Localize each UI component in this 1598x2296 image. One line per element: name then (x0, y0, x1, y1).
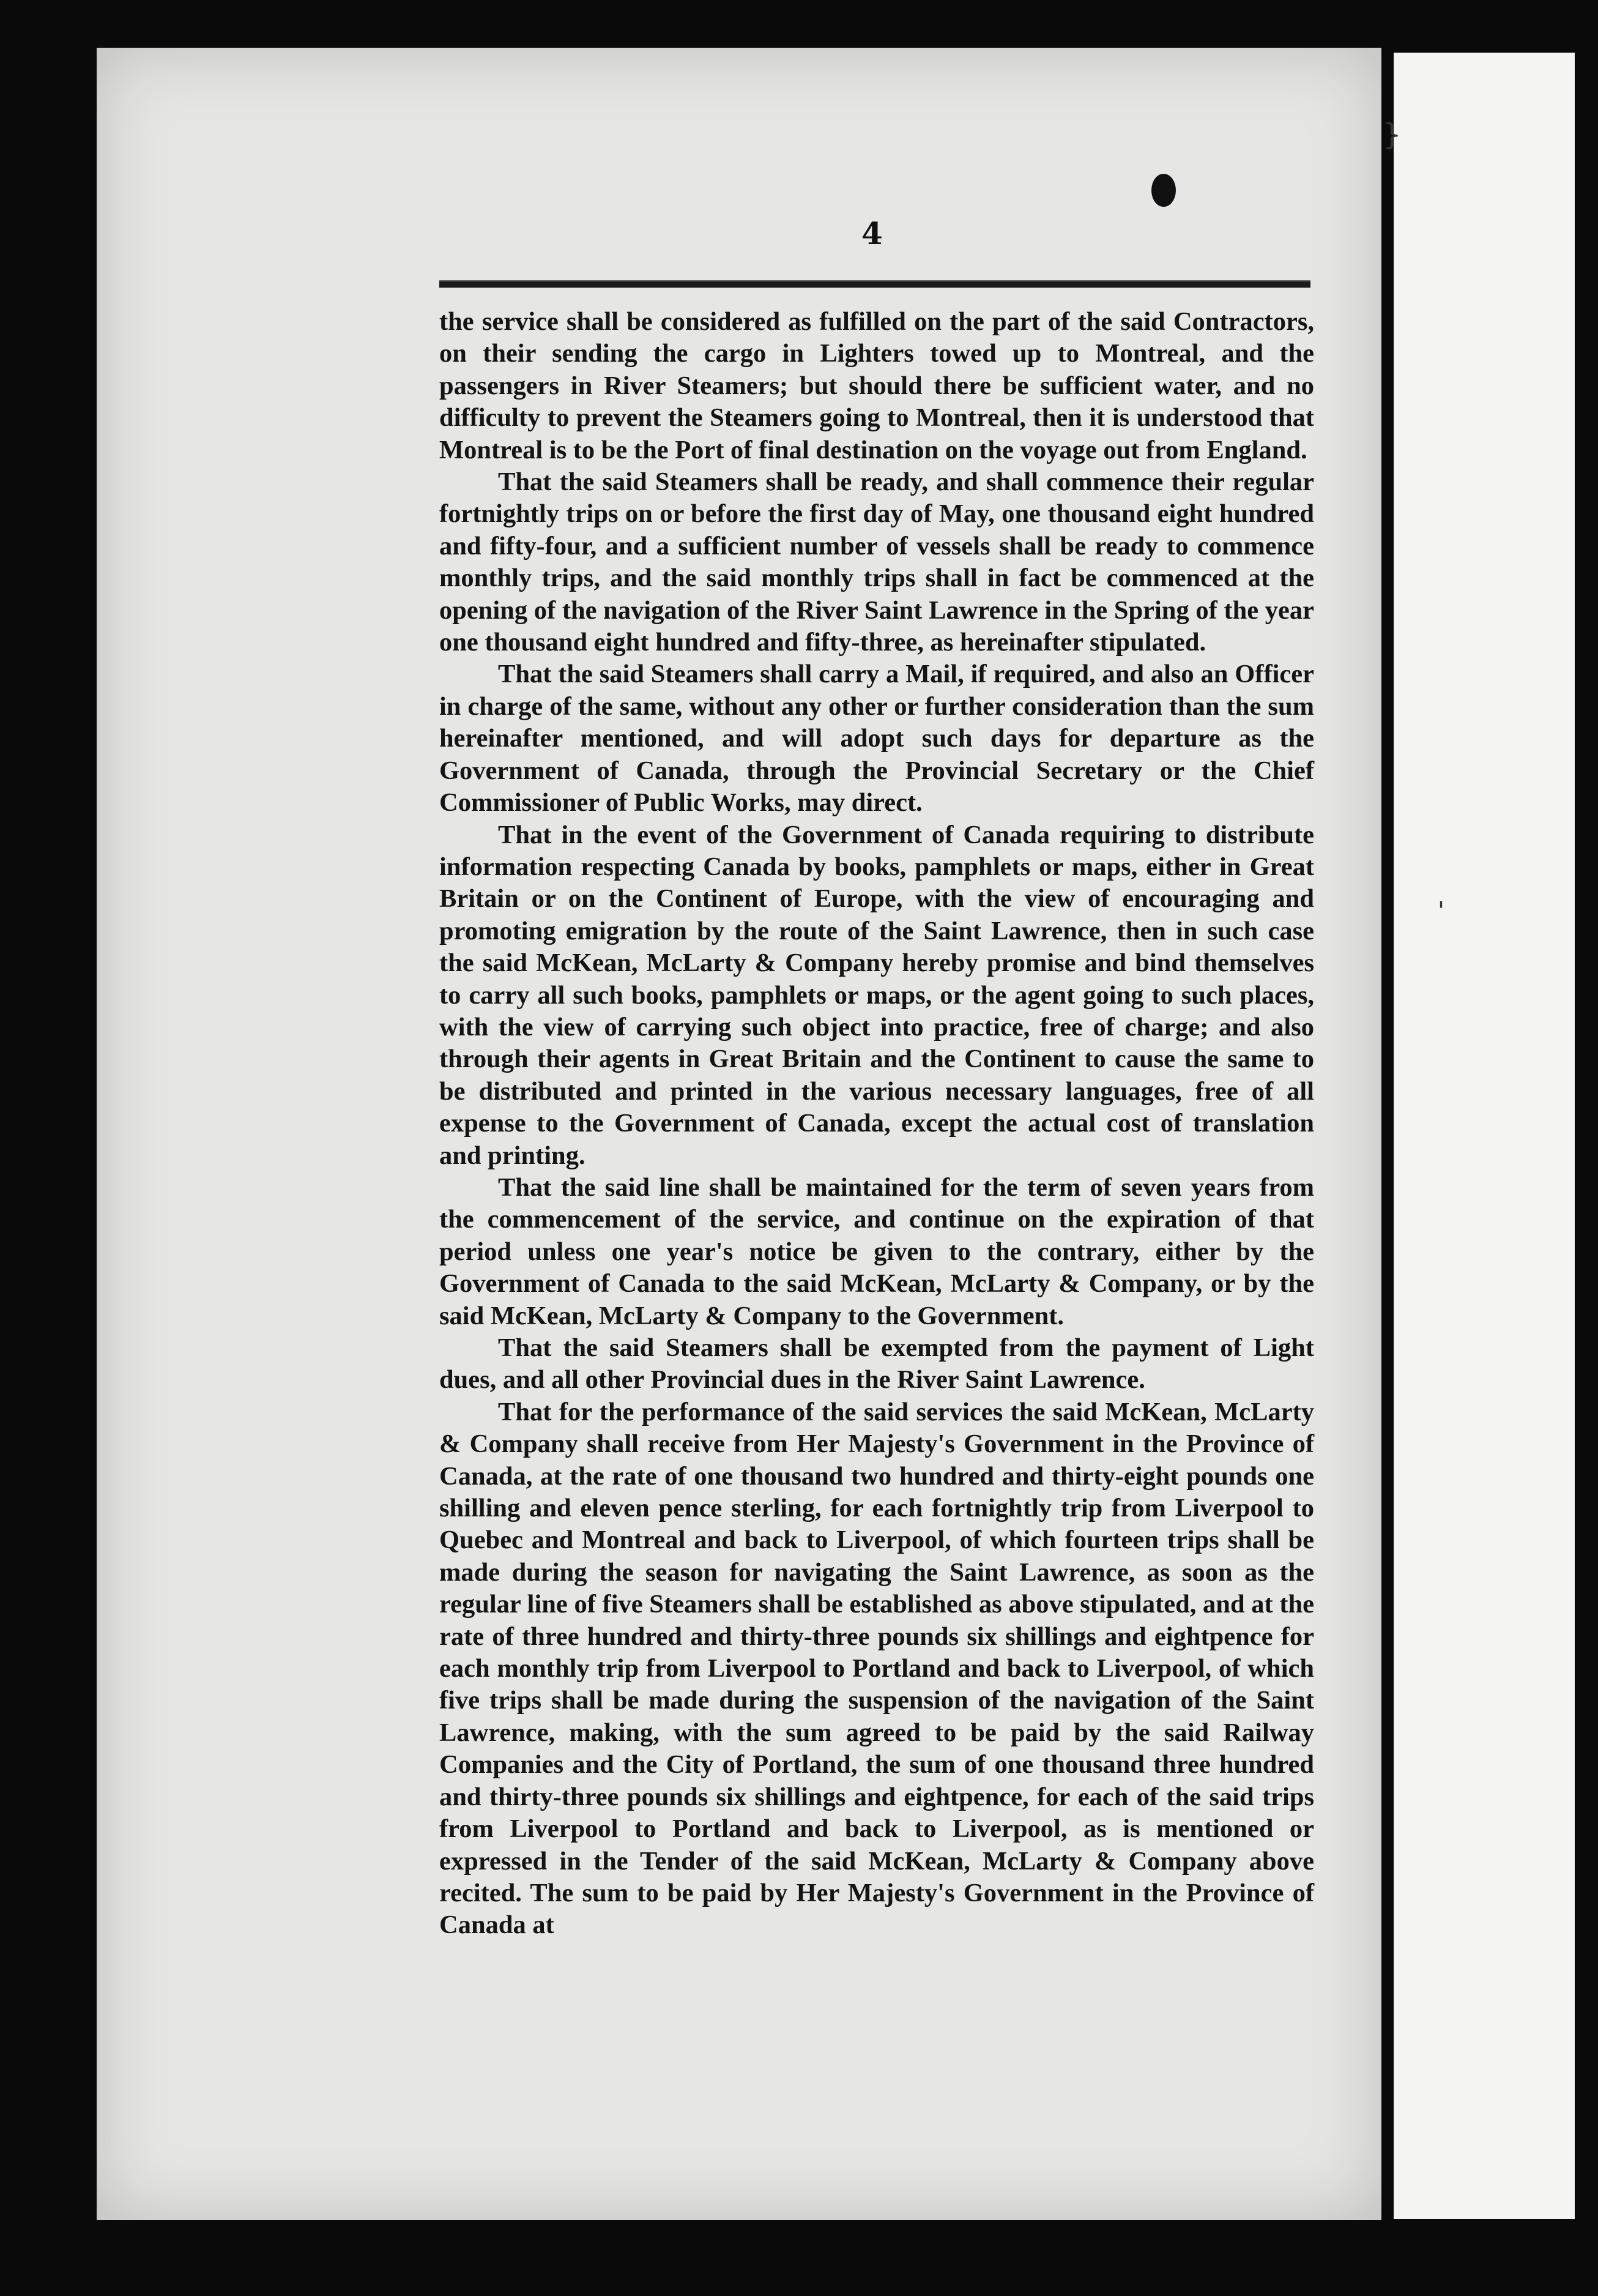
margin-tick-mark: ' (1438, 897, 1444, 925)
body-text (439, 306, 1314, 1942)
paragraph: That the said Steamers shall be exempted from the payment of Light dues, and all other Provincial dues in the River Saint Lawrence. (439, 1333, 1314, 1395)
margin-bracket-mark: } (1383, 117, 1402, 152)
paragraph: That the said Steamers shall carry a Mail, if required, and also an Officer in charge of the same, without any other or further consideration than the sum hereinafter mentioned, and will adopt such days for departure as the Government of Canada, through the Provincial Secretary or the Chief Commissioner of Public Works, may direct. (439, 660, 1314, 818)
ink-blot (1151, 174, 1176, 207)
paragraph: That in the event of the Government of Canada requiring to distribute information respecting Canada by books, pamphlets or maps, either in Great Britain or on the Continent of Europe, with the view of encouraging and promoting emigration by the route of the Saint Lawrence, then in such case the said McKean, McLarty & Company hereby promise and bind themselves to carry all such books, pamphlets or maps, or the agent going to such places, with the view of carrying such object into practice, free of charge; and also through their agents in Great Britain and the Continent to cause the same to be distributed and printed in the various necessary languages, free of all expense to the Government of Canada, except the actual cost of translation and printing. (439, 820, 1314, 1170)
adjacent-page-strip (1383, 53, 1575, 2219)
page-number: 4 (861, 215, 883, 252)
paragraph: That for the performance of the said services the said McKean, McLarty & Company shall receive from Her Majesty's Government in the Province of Canada, at the rate of one thousand two hundred and thirty-eight pounds one shilling and eleven pence sterling, for each fortnightly trip from Liverpool to Quebec and Montreal and back to Liverpool, of which fourteen trips shall be made during the season for navigating the Saint Lawrence, as soon as the regular line of five Steamers shall be established as above stipulated, and at the rate of three hundred and thirty-three pounds six shillings and eightpence for each monthly trip from Liverpool to Portland and back to Liverpool, of which five trips shall be made during the suspension of the navigation of the Saint Lawrence, making, with the sum agreed to be paid by the said Railway Companies and the City of Portland, the sum of one thousand three hundred and thirty-three pounds six shillings and eightpence, for each of the said trips from Liverpool to Portland and back to Liverpool, as is mentioned or expressed in the Tender of the said McKean, McLarty & Company above recited. The sum to be paid by Her Majesty's Government in the Province of Canada at (439, 1397, 1314, 1940)
paragraph: the service shall be considered as fulfilled on the part of the said Contractors, on their sending the cargo in Lighters towed up to Montreal, and the passengers in River Steamers; but should there be sufficient water, and no difficulty to prevent the Steamers going to Montreal, then it is understood that Montreal is to be the Port of final destination on the voyage out from England. (439, 307, 1314, 464)
paragraph: That the said line shall be maintained for the term of seven years from the commencement of the service, and continue on the expiration of that period unless one year's notice be given to the contrary, either by the Government of Canada to the said McKean, McLarty & Company, or by the said McKean, McLarty & Company to the Government. (439, 1172, 1314, 1330)
paragraph: That the said Steamers shall be ready, and shall commence their regular fortnightly trips on or before the first day of May, one thousand eight hundred and fifty-four, and a sufficient number of vessels shall be ready to commence monthly trips, and the said monthly trips shall in fact be commenced at the opening of the navigation of the River Saint Lawrence in the Spring of the year one thousand eight hundred and fifty-three, as hereinafter stipulated. (439, 468, 1314, 657)
header-rule (439, 280, 1310, 288)
